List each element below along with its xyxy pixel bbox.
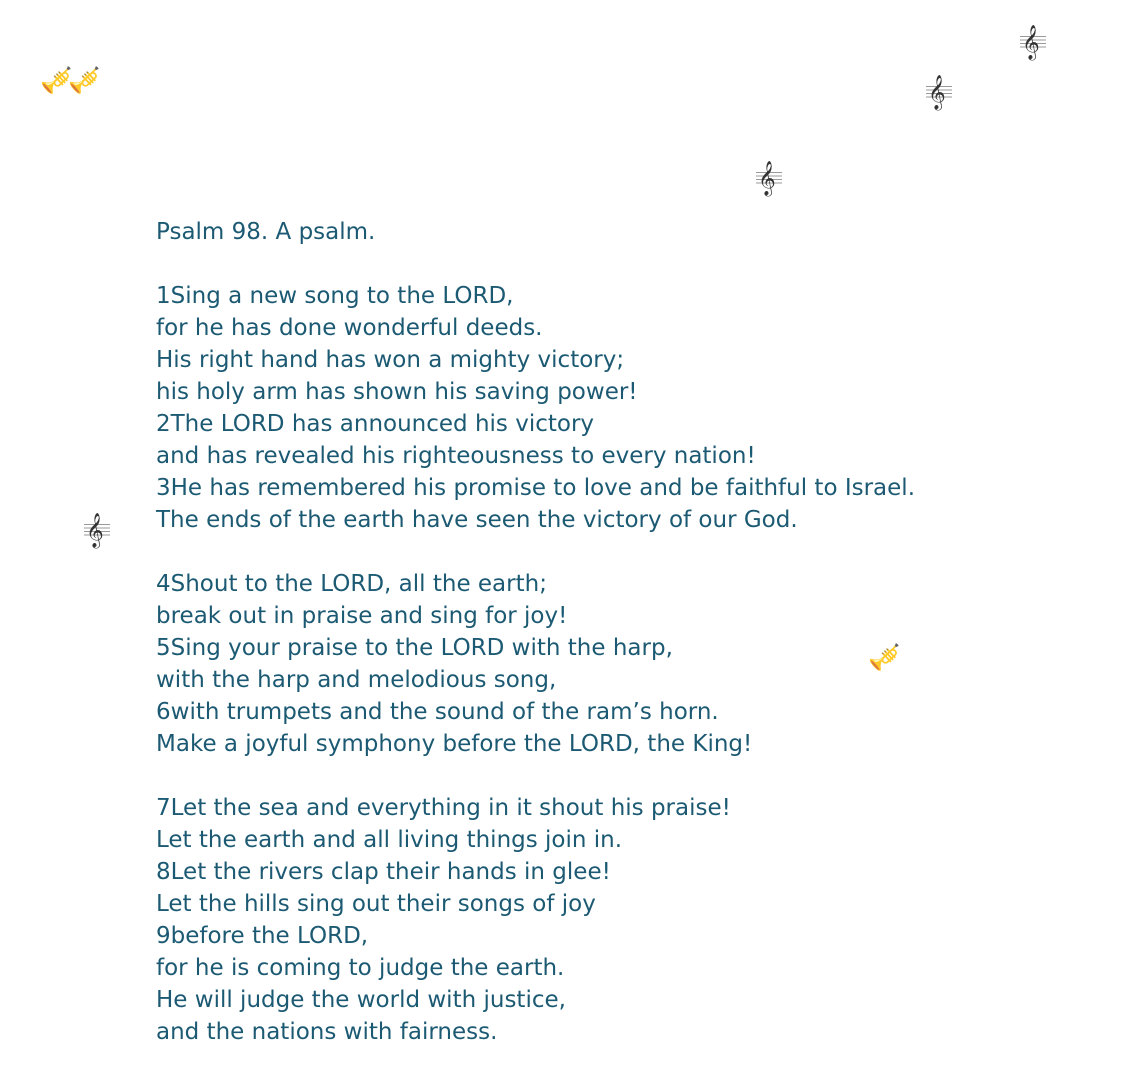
stanza-gap: [156, 248, 915, 280]
stanza-gap: [156, 760, 915, 792]
verse-line: for he has done wonderful deeds.: [156, 315, 543, 341]
verse-line: 3He has remembered his promise to love and be faithful to Israel.: [156, 475, 915, 501]
verse-line: his holy arm has shown his saving power!: [156, 379, 638, 405]
verse-line: Make a joyful symphony before the LORD, the King!: [156, 731, 753, 757]
psalm-title: Psalm 98. A psalm.: [156, 219, 376, 245]
verse-line: 4Shout to the LORD, all the earth;: [156, 571, 547, 597]
verse-line: Let the earth and all living things join in.: [156, 827, 623, 853]
psalm-text: [156, 216, 915, 1048]
verse-line: for he is coming to judge the earth.: [156, 955, 565, 981]
verse-line: 1Sing a new song to the LORD,: [156, 283, 514, 309]
verse-line: 8Let the rivers clap their hands in glee!: [156, 859, 611, 885]
stanza-gap: [156, 536, 915, 568]
treble-clef-icon: 𝄞: [928, 75, 946, 110]
verse-line: 5Sing your praise to the LORD with the harp,: [156, 635, 673, 661]
verse-line: and has revealed his righteousness to every nation!: [156, 443, 756, 469]
verse-line: 2The LORD has announced his victory: [156, 411, 595, 437]
verse-line: break out in praise and sing for joy!: [156, 603, 568, 629]
verse-line: and the nations with fairness.: [156, 1019, 498, 1045]
treble-clef-icon: 𝄞: [86, 513, 104, 548]
verse-line: with the harp and melodious song,: [156, 667, 557, 693]
treble-clef-icon: 𝄞: [1022, 25, 1040, 60]
verse-line: 6with trumpets and the sound of the ram’s horn.: [156, 699, 719, 725]
verse-line: Let the hills sing out their songs of joy: [156, 891, 596, 917]
treble-clef-icon: 𝄞: [758, 161, 776, 196]
verse-line: His right hand has won a mighty victory;: [156, 347, 625, 373]
verse-line: He will judge the world with justice,: [156, 987, 566, 1013]
verse-line: 9before the LORD,: [156, 923, 369, 949]
trumpet-icon: 🎺: [40, 66, 73, 96]
trumpet-icon: 🎺: [868, 643, 901, 673]
verse-line: 7Let the sea and everything in it shout his praise!: [156, 795, 731, 821]
verse-line: The ends of the earth have seen the victory of our God.: [156, 507, 798, 533]
trumpet-icon: 🎺: [68, 66, 101, 96]
